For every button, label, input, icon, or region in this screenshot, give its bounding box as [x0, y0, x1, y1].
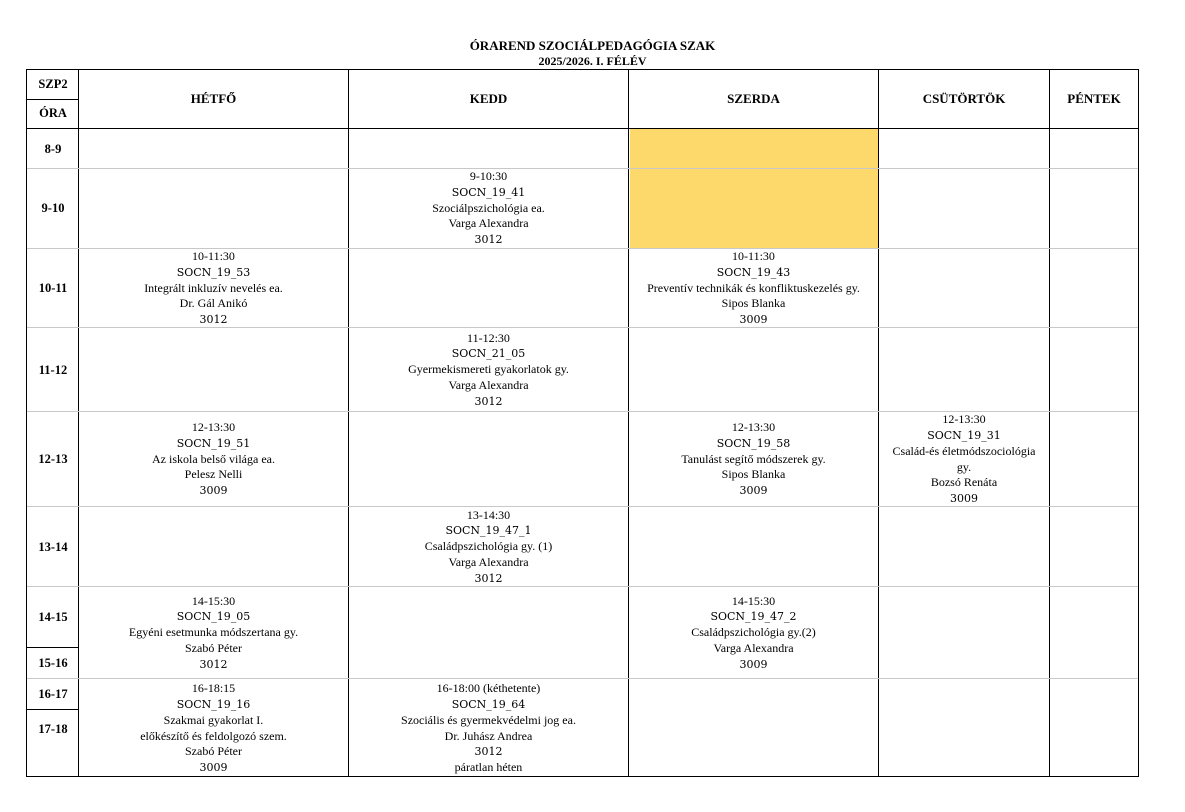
class-room: 3012	[474, 745, 503, 759]
class-name: Preventív technikák és konfliktuskezelés gy.	[647, 280, 860, 295]
class-code: SOCN_21_05	[451, 347, 526, 361]
class-name: Család-és életmódszociológia	[892, 443, 1036, 458]
class-time: 11-12:30	[467, 330, 510, 345]
class-code: SOCN_19_05	[176, 610, 251, 624]
hour-label: 14-15	[38, 610, 68, 624]
hour-label: 11-12	[38, 362, 68, 377]
class-cell-tuesday-11	[349, 328, 628, 412]
class-code: SOCN_19_53	[176, 265, 251, 279]
class-time: 16-18:15	[191, 681, 236, 696]
hour-label: 15-16	[38, 656, 68, 670]
day-header-monday: HÉTFŐ	[190, 91, 237, 106]
class-cell-monday-12	[79, 412, 348, 507]
class-code: SOCN_19_51	[176, 436, 251, 450]
class-cell-wednesday-12	[629, 412, 878, 507]
class-cell-tuesday-13	[349, 507, 628, 587]
class-teacher: Varga Alexandra	[448, 216, 529, 231]
class-name: Gyermekismereti gyakorlatok gy.	[408, 362, 569, 377]
hour-label: 9-10	[41, 201, 65, 215]
class-room: 3012	[474, 233, 503, 247]
class-name: Egyéni esetmunka módszertana gy.	[128, 625, 299, 640]
class-cell-tuesday-16	[349, 679, 628, 778]
class-teacher: Szabó Péter	[185, 640, 242, 655]
class-time: 9-10:30	[469, 169, 508, 183]
day-header-friday: PÉNTEK	[1067, 91, 1121, 106]
class-cell-monday-10	[79, 249, 348, 328]
class-teacher: Bozsó Renáta	[930, 475, 998, 490]
class-room: 3012	[474, 571, 503, 585]
class-code: SOCN_19_31	[927, 428, 1001, 442]
hour-label: 12-13	[38, 452, 68, 466]
class-teacher: Pelesz Nelli	[184, 467, 243, 482]
class-code: SOCN_19_41	[451, 185, 526, 199]
class-cell-wednesday-10	[629, 249, 878, 328]
class-name: Családpszichológia gy.(2)	[691, 625, 816, 640]
class-code: SOCN_19_47_1	[445, 524, 532, 538]
class-time: 14-15:30	[191, 593, 236, 608]
class-room: 3009	[199, 761, 228, 775]
class-room: 3012	[474, 394, 503, 408]
class-time: 10-11:30	[192, 249, 235, 263]
class-room: 3009	[199, 484, 228, 498]
class-teacher: Sipos Blanka	[721, 467, 786, 482]
class-time: 16-18:00 (kéthetente)	[436, 681, 541, 696]
hour-header: ÓRA	[39, 106, 67, 120]
day-header-tuesday: KEDD	[469, 91, 508, 106]
highlight-block	[630, 129, 878, 248]
class-teacher: Varga Alexandra	[448, 554, 529, 569]
class-name-cont: gy.	[956, 459, 972, 474]
hour-label: 10-11	[38, 281, 68, 295]
class-cell-thursday-12	[879, 412, 1049, 507]
class-time: 12-13:30	[191, 420, 236, 434]
class-room: 3012	[199, 657, 228, 671]
class-room: 3009	[739, 313, 768, 327]
class-code: SOCN_19_43	[716, 265, 791, 279]
class-time: 10-11:30	[732, 249, 775, 263]
class-name: Szociális és gyermekvédelmi jog ea.	[401, 712, 576, 727]
class-teacher: Dr. Gál Anikó	[179, 296, 248, 311]
class-time: 12-13:30	[942, 412, 986, 427]
day-header-wednesday: SZERDA	[727, 91, 780, 106]
timetable	[26, 69, 1139, 777]
class-cell-monday-16	[79, 679, 348, 778]
class-time: 13-14:30	[466, 507, 511, 522]
hour-label: 17-18	[38, 721, 68, 736]
class-room: 3009	[739, 657, 768, 671]
class-cell-tuesday-9	[349, 169, 628, 248]
page-subtitle: 2025/2026. I. FÉLÉV	[538, 54, 647, 68]
hour-label: 13-14	[38, 539, 68, 554]
hour-label: 8-9	[44, 141, 62, 156]
class-cell-wednesday-14	[629, 587, 878, 679]
class-name: Az iskola belső világa ea.	[152, 451, 275, 466]
class-teacher: Szabó Péter	[185, 744, 242, 759]
class-teacher: Dr. Juhász Andrea	[444, 728, 533, 743]
class-room: 3009	[739, 484, 768, 498]
hour-label: 16-17	[38, 687, 68, 701]
class-code: SOCN_19_16	[176, 697, 251, 711]
class-teacher: Varga Alexandra	[448, 377, 529, 392]
class-teacher: Sipos Blanka	[721, 296, 786, 311]
class-name: Családpszichológia gy. (1)	[424, 539, 553, 554]
class-name: Tanulást segítő módszerek gy.	[681, 451, 826, 466]
class-code: SOCN_19_58	[716, 436, 791, 450]
class-room: 3012	[199, 313, 228, 327]
class-name: Szakmai gyakorlat I.	[163, 712, 264, 727]
group-label: SZP2	[38, 77, 68, 91]
class-room: 3009	[950, 492, 978, 506]
class-name-cont: előkészítő és feldolgozó szem.	[140, 728, 287, 743]
class-time: 12-13:30	[731, 420, 776, 434]
class-cell-monday-14	[79, 587, 348, 679]
class-time: 14-15:30	[731, 593, 776, 608]
class-teacher: Varga Alexandra	[713, 640, 794, 655]
class-note: páratlan héten	[454, 760, 523, 775]
page-title: ÓRAREND SZOCIÁLPEDAGÓGIA SZAK	[469, 38, 716, 53]
class-name: Szociálpszichológia ea.	[432, 200, 545, 215]
class-code: SOCN_19_64	[451, 697, 526, 711]
class-name: Integrált inkluzív nevelés ea.	[144, 280, 283, 295]
class-code: SOCN_19_47_2	[710, 610, 797, 624]
day-header-thursday: CSÜTÖRTÖK	[922, 91, 1006, 106]
